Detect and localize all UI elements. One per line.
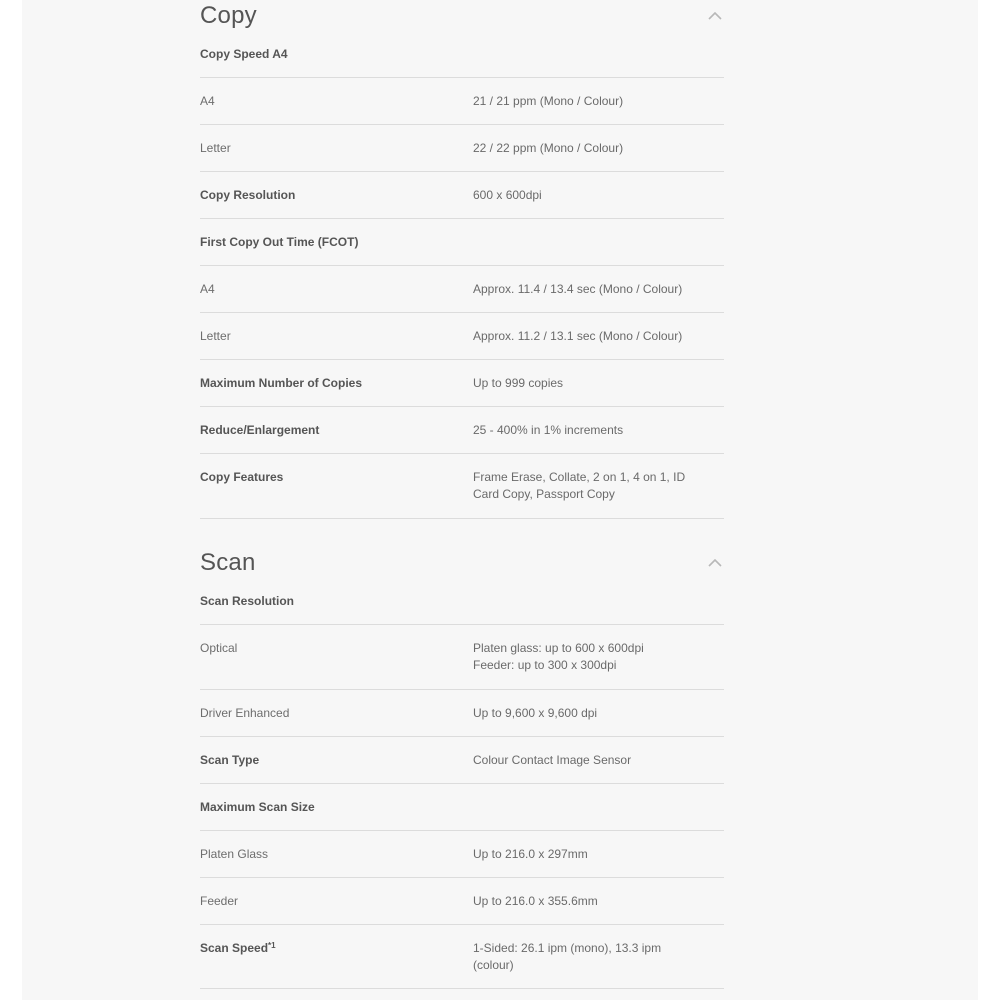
spec-row bbox=[200, 878, 724, 925]
chevron-up-icon[interactable] bbox=[704, 5, 726, 27]
copy-section-title: Copy bbox=[200, 2, 257, 29]
spec-label: Scan Resolution bbox=[200, 594, 295, 608]
chevron-up-icon[interactable] bbox=[704, 552, 726, 574]
copy-section-header[interactable] bbox=[200, 0, 724, 42]
spec-row bbox=[200, 690, 724, 737]
spec-page bbox=[22, 0, 978, 1000]
spec-label: Platen Glass bbox=[200, 847, 269, 861]
spec-row bbox=[200, 42, 724, 78]
spec-value: Approx. 11.2 / 13.1 sec (Mono / Colour) bbox=[473, 329, 683, 343]
spec-value bbox=[473, 46, 724, 63]
spec-label: Optical bbox=[200, 641, 238, 655]
spec-value: Up to 216.0 x 297mm bbox=[473, 847, 588, 861]
spec-row bbox=[200, 125, 724, 172]
spec-value: 25 - 400% in 1% increments bbox=[473, 423, 624, 437]
spec-label: A4 bbox=[200, 94, 215, 108]
spec-content bbox=[200, 0, 724, 989]
spec-value-line: Feeder: up to 300 x 300dpi bbox=[473, 658, 617, 672]
spec-row bbox=[200, 313, 724, 360]
spec-label: Maximum Number of Copies bbox=[200, 376, 363, 390]
spec-label: A4 bbox=[200, 282, 215, 296]
spec-row bbox=[200, 360, 724, 407]
spec-label: Feeder bbox=[200, 894, 239, 908]
spec-label: Reduce/Enlargement bbox=[200, 423, 320, 437]
spec-value: 22 / 22 ppm (Mono / Colour) bbox=[473, 141, 624, 155]
spec-row bbox=[200, 78, 724, 125]
spec-label: Driver Enhanced bbox=[200, 706, 290, 720]
spec-label: Letter bbox=[200, 141, 231, 155]
spec-label: First Copy Out Time (FCOT) bbox=[200, 235, 359, 249]
spec-row bbox=[200, 831, 724, 878]
spec-value: 1-Sided: 26.1 ipm (mono), 13.3 ipm (colour) bbox=[473, 941, 662, 972]
spec-row bbox=[200, 172, 724, 219]
spec-label: Copy Resolution bbox=[200, 188, 296, 202]
spec-row bbox=[200, 625, 724, 690]
spec-row bbox=[200, 454, 724, 519]
spec-label bbox=[200, 940, 473, 974]
spec-label: Maximum Scan Size bbox=[200, 800, 315, 814]
spec-label-text: Scan Speed bbox=[200, 941, 269, 955]
spec-label: Copy Features bbox=[200, 470, 284, 484]
spec-label: Scan Type bbox=[200, 753, 260, 767]
spec-row bbox=[200, 925, 724, 989]
spec-value bbox=[473, 234, 724, 251]
spec-row bbox=[200, 266, 724, 313]
spec-row bbox=[200, 407, 724, 454]
spec-value-line: Platen glass: up to 600 x 600dpi bbox=[473, 641, 644, 655]
spec-value: Approx. 11.4 / 13.4 sec (Mono / Colour) bbox=[473, 282, 683, 296]
spec-value bbox=[473, 593, 724, 610]
scan-section-header[interactable] bbox=[200, 537, 724, 589]
footnote-marker: *1 bbox=[268, 941, 276, 950]
spec-row bbox=[200, 589, 724, 625]
spec-value bbox=[473, 799, 724, 816]
spec-value: Colour Contact Image Sensor bbox=[473, 753, 632, 767]
spec-value: 600 x 600dpi bbox=[473, 188, 542, 202]
spec-row bbox=[200, 219, 724, 266]
spec-value: 21 / 21 ppm (Mono / Colour) bbox=[473, 94, 624, 108]
scan-section-title: Scan bbox=[200, 549, 256, 576]
spec-value: Up to 216.0 x 355.6mm bbox=[473, 894, 598, 908]
spec-value bbox=[473, 640, 724, 674]
spec-value: Up to 9,600 x 9,600 dpi bbox=[473, 706, 598, 720]
spec-row bbox=[200, 737, 724, 784]
spec-row bbox=[200, 784, 724, 831]
spec-value: Frame Erase, Collate, 2 on 1, 4 on 1, ID Card Copy, Passport Copy bbox=[473, 470, 686, 501]
spec-label: Letter bbox=[200, 329, 231, 343]
spec-label: Copy Speed A4 bbox=[200, 47, 288, 61]
spec-value: Up to 999 copies bbox=[473, 376, 564, 390]
